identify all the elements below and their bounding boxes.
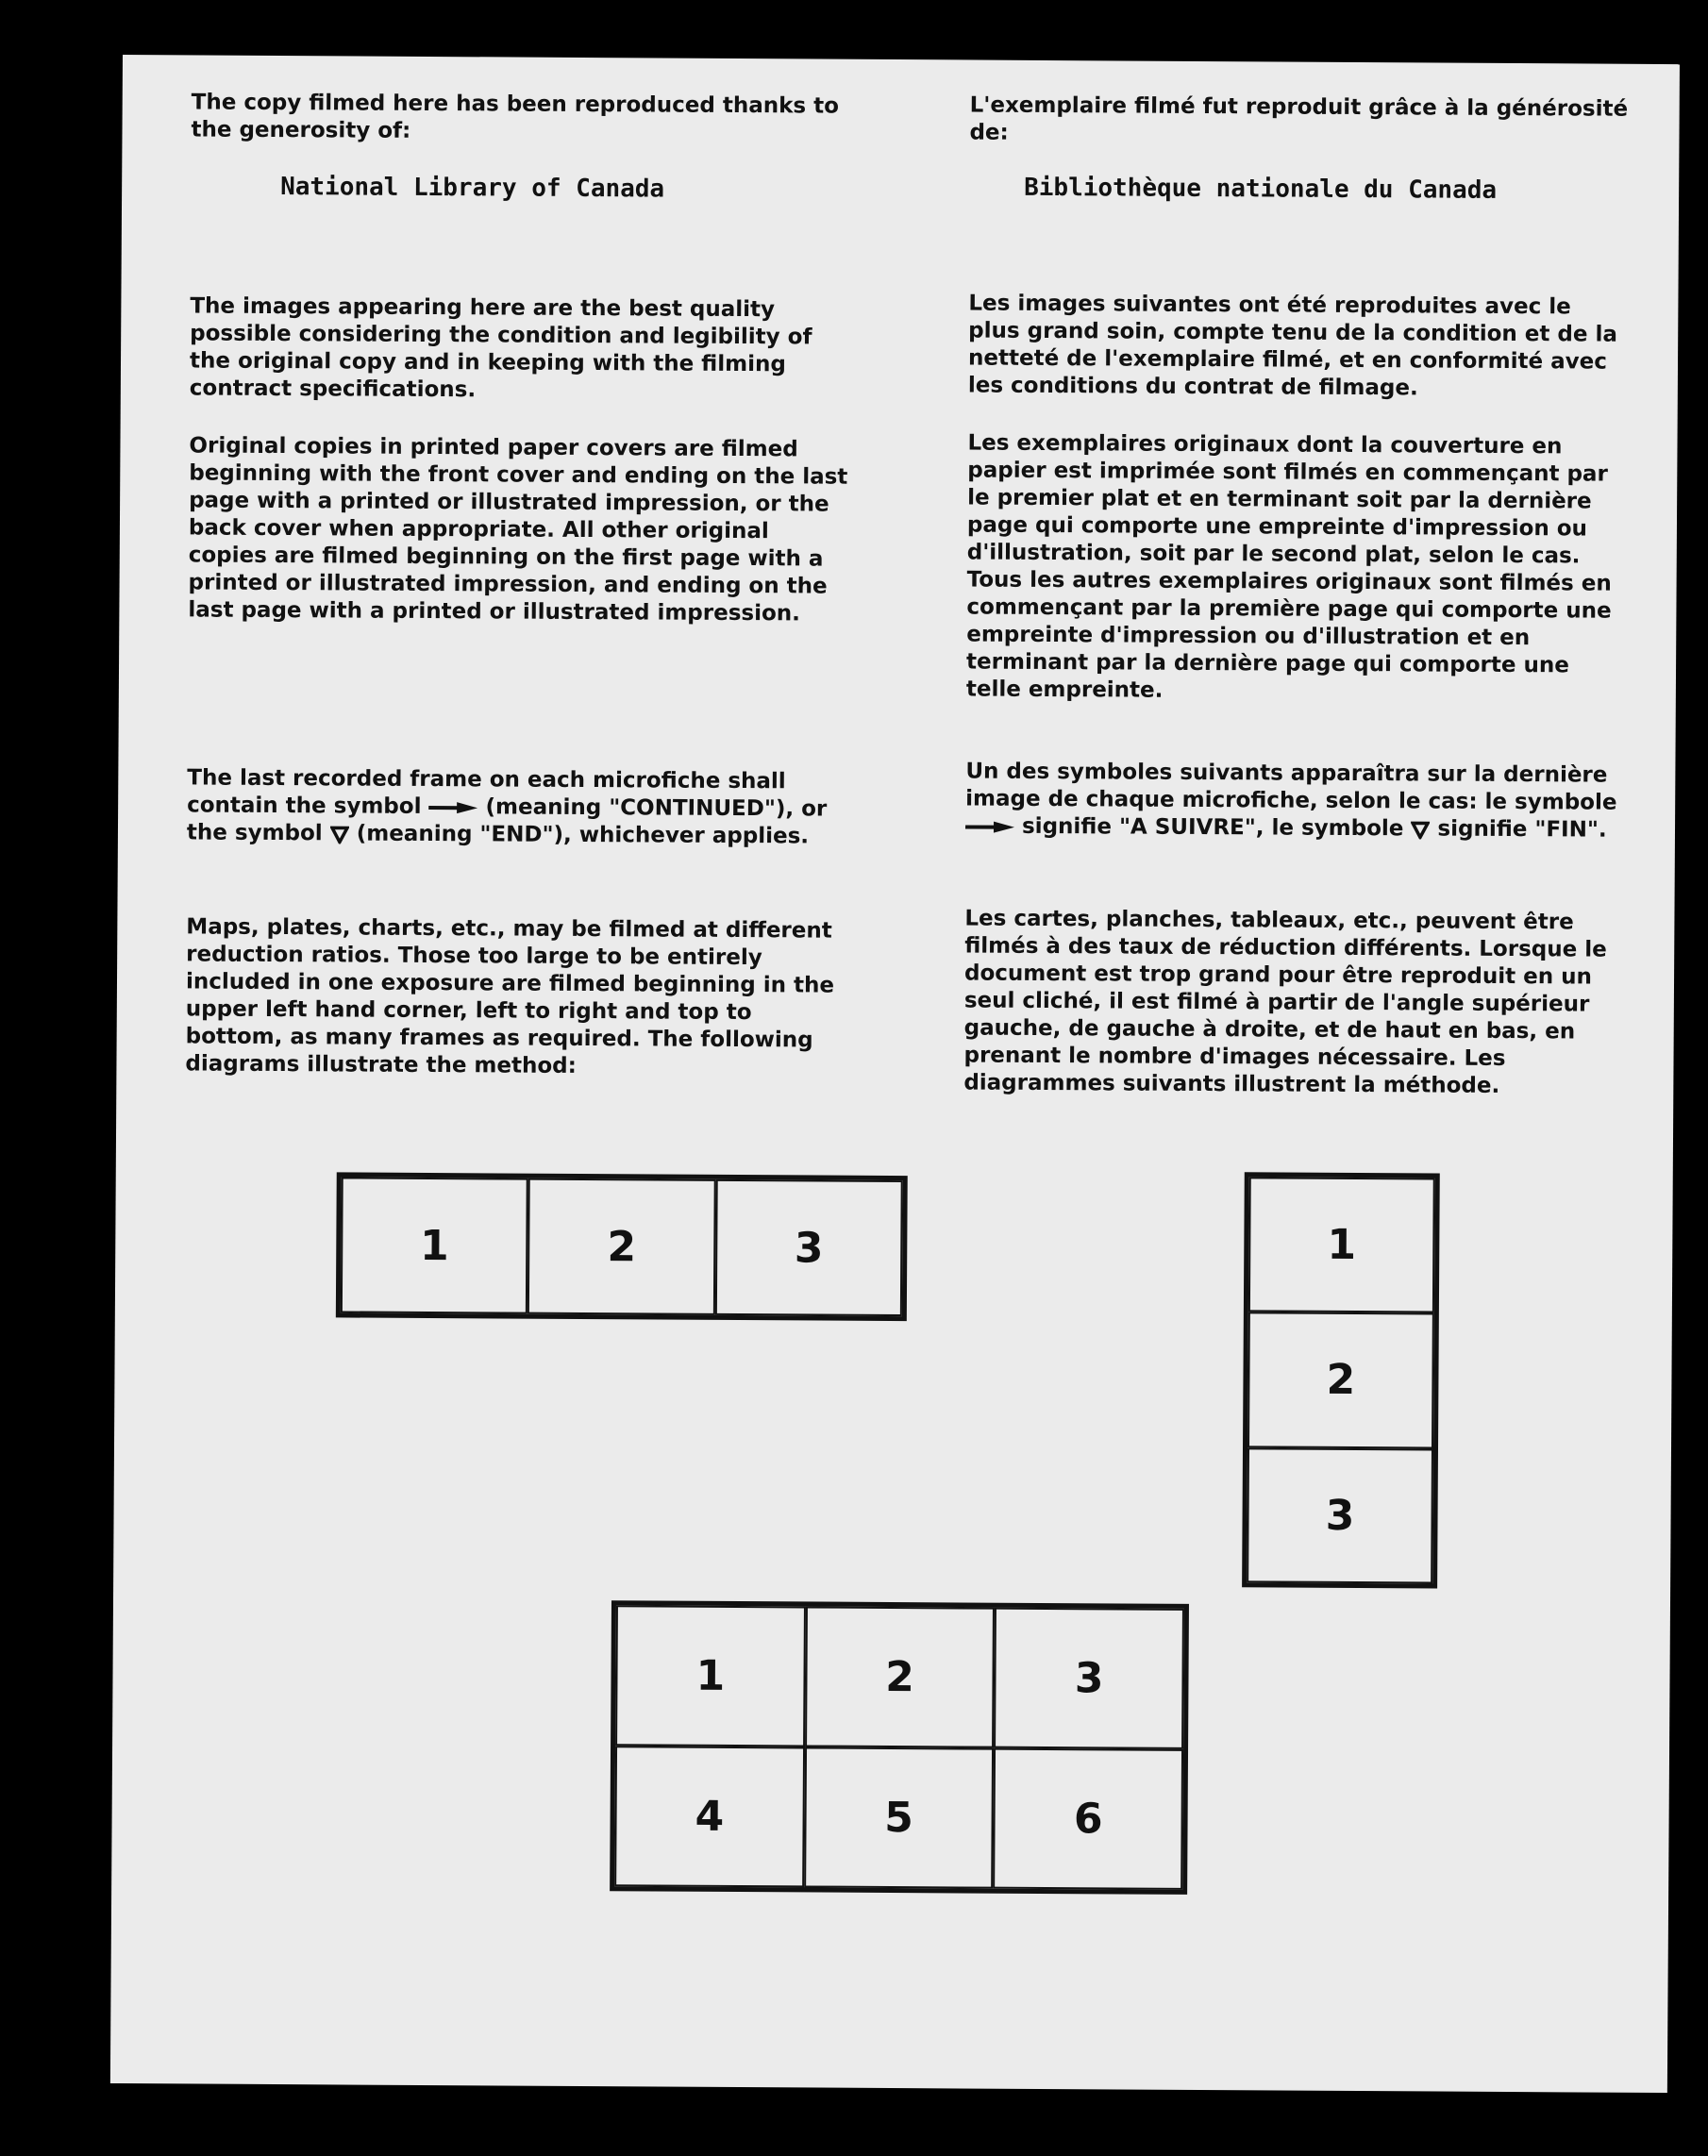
diagram-cell: 3 bbox=[715, 1179, 903, 1316]
diagram-cell: 4 bbox=[614, 1746, 805, 1887]
end-triangle-icon bbox=[1411, 820, 1430, 839]
french-filming-order: Les exemplaires originaux dont la couverture en papier est imprimée sont filmés en commençant par le premier plat et en terminant soit par la dernière page qui comporte une empreinte d'impression ou d'illustration, soit par le second plat, selon le cas. Tous les autres exemplaires originaux sont filmés en commençant par la première page qui comporte une empreinte d'impression ou d'illustration et en terminant par la dernière page qui comporte une telle empreinte. bbox=[965, 430, 1612, 703]
french-symbol-text-a: Un des symboles suivants apparaîtra sur la dernière image de chaque microfiche, selon le cas: le symbole bbox=[965, 759, 1617, 815]
continued-arrow-icon bbox=[428, 800, 477, 813]
english-quality-note: The images appearing here are the best quality possible considering the condition and legibility of the original copy and in keeping with the filming contract specifications. bbox=[189, 293, 812, 403]
diagram-cell: 1 bbox=[341, 1177, 528, 1313]
french-quality-note: Les images suivantes ont été reproduites avec le plus grand soin, compte tenu de la condition et de la netteté de l'exemplaire filmé, et en conformité avec les conditions du contrat de filmage. bbox=[967, 291, 1617, 401]
english-library-name: National Library of Canada bbox=[280, 173, 665, 204]
microfilm-page bbox=[110, 55, 1680, 2093]
english-filming-order: Original copies in printed paper covers are filmed beginning with the front cover and ending on the last page with a printed or illustrated impression, or the back cover when appropriate. All other original copies are filmed beginning on the first page with a printed or illustrated impression, and ending on the last page with a printed or illustrated impression. bbox=[188, 433, 848, 627]
diagram-cell: 3 bbox=[994, 1608, 1184, 1749]
diagram-row-three bbox=[336, 1172, 908, 1321]
diagram-cell: 1 bbox=[615, 1605, 806, 1747]
french-symbol-note bbox=[965, 758, 1627, 844]
diagram-cell: 6 bbox=[993, 1748, 1183, 1890]
french-symbol-text-b: signifie "A SUIVRE", le symbole bbox=[1021, 813, 1404, 842]
diagram-cell: 1 bbox=[1248, 1177, 1435, 1313]
continued-arrow-icon bbox=[965, 820, 1014, 833]
french-maps-note: Les cartes, planches, tableaux, etc., peuvent être filmés à des taux de réduction différents. Lorsque le document est trop grand pour être reproduit en un seul cliché, il est filmé à partir de l'angle supérieur gauche, de gauche à droite, et de haut en bas, en prenant le nombre d'images nécessaire. Les diagrammes suivants illustrent la méthode. bbox=[963, 906, 1607, 1098]
english-symbol-note bbox=[187, 764, 848, 850]
french-library-name: Bibliothèque nationale du Canada bbox=[1024, 173, 1498, 205]
english-maps-note: Maps, plates, charts, etc., may be filmed at different reduction ratios. Those too large to be entirely included in one exposure are filmed beginning in the upper left hand corner, left to right and top to bottom, as many frames as required. The following diagrams illustrate the method: bbox=[185, 914, 835, 1078]
english-acknowledgement: The copy filmed here has been reproduced thanks to the generosity of: bbox=[191, 90, 840, 143]
english-symbol-text-b: (meaning "CONTINUED"), or the symbol bbox=[186, 794, 828, 846]
french-acknowledgement: L'exemplaire filmé fut reproduit grâce à la générosité de: bbox=[969, 92, 1629, 145]
diagram-cell: 5 bbox=[804, 1747, 995, 1888]
diagram-grid-six bbox=[610, 1600, 1189, 1895]
english-symbol-text-c: (meaning "END"), whichever applies. bbox=[356, 821, 810, 849]
diagram-cell: 2 bbox=[527, 1178, 715, 1315]
diagram-cell: 3 bbox=[1247, 1447, 1433, 1584]
diagram-cell: 2 bbox=[1248, 1312, 1434, 1449]
diagram-column-three bbox=[1242, 1172, 1440, 1588]
diagram-cell: 2 bbox=[805, 1606, 996, 1747]
english-symbol-text-a: The last recorded frame on each microfiche shall contain the symbol bbox=[187, 765, 786, 819]
end-triangle-icon bbox=[330, 825, 349, 844]
french-symbol-text-c: signifie "FIN". bbox=[1437, 816, 1607, 843]
